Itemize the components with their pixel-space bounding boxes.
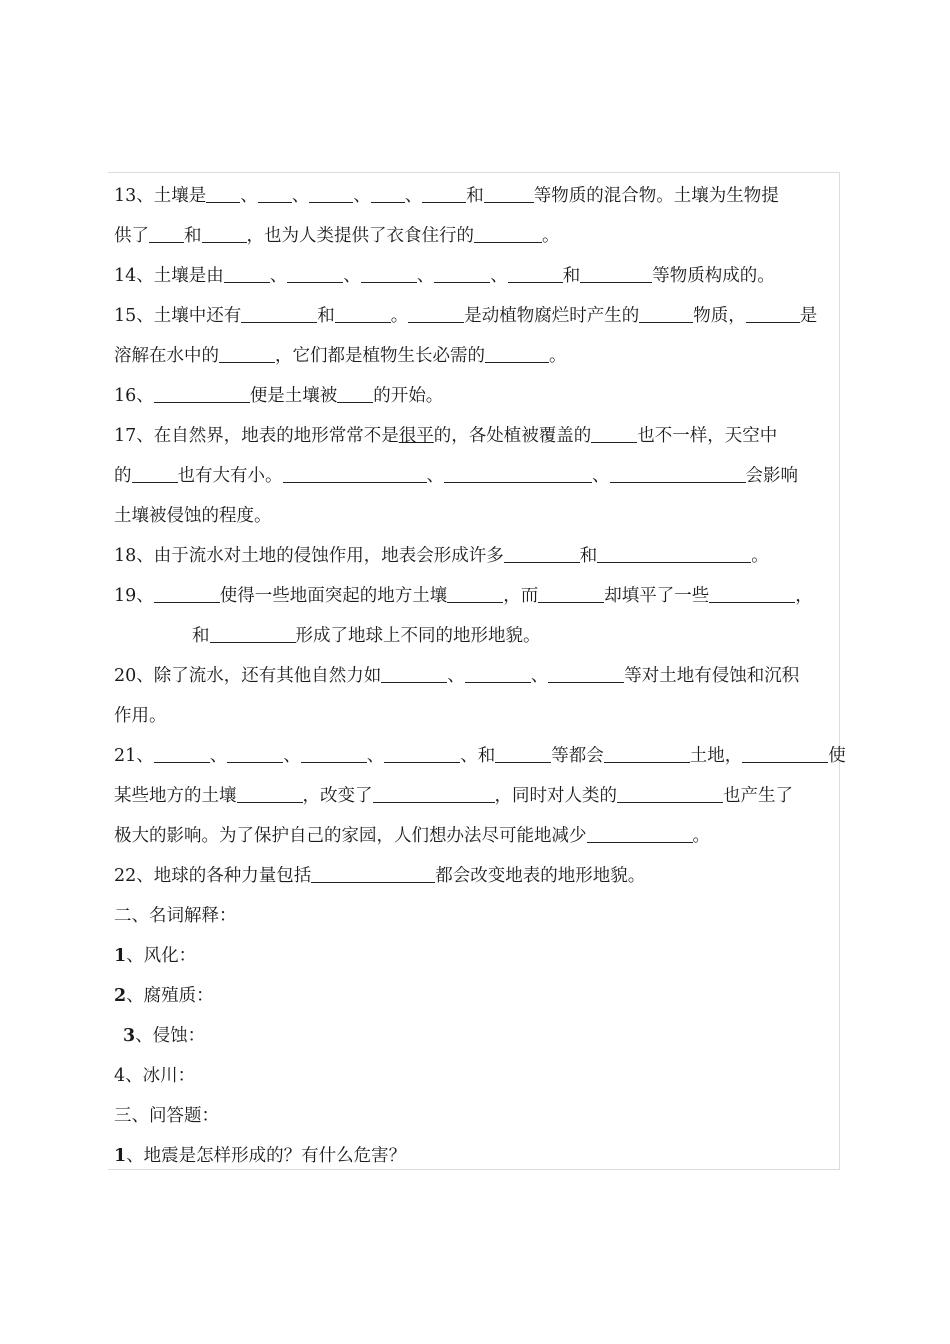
question-text: 物质，: [693, 306, 746, 326]
answer-blank[interactable]: [548, 664, 624, 683]
question-text: ，而: [503, 586, 539, 606]
answer-blank[interactable]: [224, 264, 270, 283]
question-13-line-1: [114, 181, 779, 211]
conjunction: 和: [579, 546, 598, 566]
answer-blank[interactable]: [580, 264, 652, 283]
question-text: 极大的影响。为了保护自己的家园，人们想办法尽可能地减少: [114, 826, 587, 846]
answer-blank[interactable]: [219, 344, 275, 363]
term-item: [114, 981, 214, 1011]
answer-blank[interactable]: [371, 184, 405, 203]
answer-blank[interactable]: [311, 864, 435, 883]
question-19-line-1: [114, 581, 813, 611]
underlined-text: 很平: [398, 426, 434, 446]
question-number: 22、: [114, 866, 154, 886]
question-number: 19、: [114, 586, 154, 606]
answer-blank[interactable]: [132, 464, 178, 483]
answer-blank[interactable]: [287, 264, 343, 283]
answer-blank[interactable]: [237, 784, 303, 803]
question-20-line-2: [114, 701, 167, 731]
question-text: 由于流水对土地的侵蚀作用，地表会形成许多: [153, 546, 504, 566]
answer-blank[interactable]: [746, 304, 800, 323]
separator: 、: [530, 666, 549, 686]
question-16: [114, 381, 443, 411]
answer-blank[interactable]: [154, 744, 210, 763]
question-number: 14、: [114, 266, 154, 286]
question-text: 的开始。: [373, 386, 444, 406]
question-text: 也有大有小。: [177, 466, 283, 486]
conjunction: 和: [192, 626, 210, 646]
essay-question: [114, 1141, 406, 1171]
question-17-line-1: [114, 421, 777, 451]
question-text: 等对土地有侵蚀和沉积: [624, 666, 800, 686]
answer-blank[interactable]: [447, 584, 503, 603]
question-number: 13、: [114, 186, 154, 206]
question-text: 是: [799, 306, 818, 326]
answer-blank[interactable]: [241, 304, 317, 323]
answer-blank[interactable]: [538, 584, 604, 603]
question-text: 作用。: [114, 706, 167, 726]
answer-blank[interactable]: [206, 184, 240, 203]
separator: 、: [283, 746, 301, 766]
answer-blank[interactable]: [485, 344, 549, 363]
question-text: 的: [114, 466, 132, 486]
term-item: [123, 1021, 205, 1051]
answer-blank[interactable]: [484, 184, 534, 203]
answer-blank[interactable]: [495, 744, 551, 763]
separator: 、: [404, 186, 423, 206]
question-13-line-2: [114, 221, 560, 251]
separator: 、: [366, 746, 385, 766]
term-text: 、侵蚀：: [135, 1026, 206, 1046]
separator: 、: [240, 186, 258, 206]
question-text: 土壤是: [153, 186, 207, 206]
question-text: 供了: [114, 226, 149, 246]
punctuation: 。: [390, 306, 409, 326]
answer-blank[interactable]: [210, 624, 296, 643]
question-text: ，也为人类提供了衣食住行的: [246, 226, 474, 246]
answer-blank[interactable]: [408, 304, 464, 323]
conjunction: 和: [317, 306, 335, 326]
term-item: [114, 941, 196, 971]
question-text: 土壤被侵蚀的程度。: [114, 506, 272, 526]
question-22: [114, 861, 645, 891]
question-number: 15、: [114, 306, 154, 326]
term-number: 3: [123, 1026, 136, 1046]
section-2-title: [114, 901, 237, 931]
question-text: 、地震是怎样形成的？有什么危害？: [126, 1146, 407, 1166]
question-text: 也产生了: [723, 786, 793, 806]
question-text: 等都会: [551, 746, 604, 766]
separator: 、: [343, 266, 361, 286]
answer-blank[interactable]: [309, 184, 353, 203]
question-21-line-3: [114, 821, 710, 851]
answer-blank[interactable]: [617, 784, 723, 803]
separator: 、: [592, 466, 610, 486]
answer-blank[interactable]: [474, 224, 542, 243]
question-text: 却填平了一些: [604, 586, 710, 606]
question-text: 便是土壤被: [249, 386, 338, 406]
punctuation: 。: [751, 546, 769, 566]
term-item: [114, 1061, 195, 1091]
question-21-line-1: [114, 741, 846, 771]
answer-blank[interactable]: [154, 384, 250, 403]
question-text: 形成了地球上不同的地形地貌。: [295, 626, 541, 646]
answer-blank[interactable]: [709, 584, 795, 603]
question-19-line-2: [192, 621, 541, 651]
question-text: 等物质构成的。: [652, 266, 775, 286]
question-text: 使: [828, 746, 846, 766]
section-3-title: [114, 1101, 219, 1131]
term-number: 2: [114, 986, 127, 1006]
question-14: [114, 261, 775, 291]
question-number: 1: [114, 1146, 127, 1166]
question-number: 20、: [114, 666, 154, 686]
answer-blank[interactable]: [422, 184, 466, 203]
answer-blank[interactable]: [335, 304, 391, 323]
question-number: 21、: [114, 746, 154, 766]
answer-blank[interactable]: [591, 424, 637, 443]
answer-blank[interactable]: [258, 184, 292, 203]
answer-blank[interactable]: [381, 664, 447, 683]
answer-blank[interactable]: [384, 744, 460, 763]
answer-blank[interactable]: [149, 224, 184, 243]
answer-blank[interactable]: [444, 464, 592, 483]
question-17-line-3: [114, 501, 272, 531]
question-text: 会影响: [745, 466, 798, 486]
question-text: 地球的各种力量包括: [153, 866, 312, 886]
section-heading: 三、问答题：: [114, 1106, 219, 1126]
answer-blank[interactable]: [508, 264, 563, 283]
answer-blank[interactable]: [465, 664, 531, 683]
question-15-line-1: [114, 301, 817, 331]
answer-blank[interactable]: [283, 464, 427, 483]
question-text: ，它们都是植物生长必需的: [275, 346, 485, 366]
question-text: 除了流水，还有其他自然力如: [153, 666, 382, 686]
question-text: 也不一样，天空中: [637, 426, 778, 446]
question-text: 是动植物腐烂时产生的: [464, 306, 640, 326]
term-text: 、风化：: [126, 946, 197, 966]
answer-blank[interactable]: [434, 264, 490, 283]
answer-blank[interactable]: [301, 744, 367, 763]
conjunction: 和: [466, 186, 484, 206]
answer-blank[interactable]: [587, 824, 693, 843]
punctuation: 。: [549, 346, 567, 366]
question-text: 某些地方的土壤: [114, 786, 237, 806]
question-text: 在自然界，地表的地形常常不是: [153, 426, 399, 446]
answer-blank[interactable]: [742, 744, 828, 763]
question-text: 土地，: [689, 746, 743, 766]
question-18: [114, 541, 769, 571]
punctuation: ，: [795, 586, 813, 606]
question-number: 16、: [114, 386, 154, 406]
separator: 、: [353, 186, 371, 206]
term-number: 1: [114, 946, 127, 966]
answer-blank[interactable]: [639, 304, 693, 323]
conjunction: 和: [562, 266, 581, 286]
answer-blank[interactable]: [597, 544, 751, 563]
separator: 、: [490, 266, 508, 286]
question-15-line-2: [114, 341, 567, 371]
question-text: 的，各处植被覆盖的: [433, 426, 592, 446]
punctuation: 。: [692, 826, 710, 846]
question-text: 等物质的混合物。土壤为生物提: [533, 186, 779, 206]
question-21-line-2: [114, 781, 793, 811]
separator: 、: [209, 746, 228, 766]
question-text: ，改变了: [302, 786, 373, 806]
section-heading: 二、名词解释：: [114, 906, 237, 926]
answer-blank[interactable]: [504, 544, 580, 563]
answer-blank[interactable]: [373, 784, 495, 803]
question-number: 18、: [114, 546, 154, 566]
answer-blank[interactable]: [227, 744, 283, 763]
conjunction: 和: [184, 226, 202, 246]
separator: 、: [291, 186, 310, 206]
answer-blank[interactable]: [154, 584, 220, 603]
separator: 、: [416, 266, 435, 286]
separator: 、: [426, 466, 444, 486]
term-text: 、冰川：: [125, 1066, 196, 1086]
term-text: 、腐殖质：: [126, 986, 214, 1006]
separator: 、: [447, 666, 465, 686]
answer-blank[interactable]: [610, 464, 746, 483]
question-text: ，同时对人类的: [494, 786, 617, 806]
answer-blank[interactable]: [361, 264, 417, 283]
punctuation: 。: [542, 226, 560, 246]
question-number: 17、: [114, 426, 154, 446]
question-20-line-1: [114, 661, 799, 691]
separator: 、: [269, 266, 288, 286]
question-text: 土壤是由: [153, 266, 224, 286]
question-text: 使得一些地面突起的地方土壤: [219, 586, 448, 606]
question-text: 都会改变地表的地形地貌。: [435, 866, 646, 886]
question-text: 溶解在水中的: [114, 346, 219, 366]
answer-blank[interactable]: [202, 224, 247, 243]
conjunction: 、和: [460, 746, 496, 766]
answer-blank[interactable]: [604, 744, 690, 763]
question-17-line-2: [114, 461, 798, 491]
answer-blank[interactable]: [337, 384, 373, 403]
question-text: 土壤中还有: [153, 306, 242, 326]
term-number: 4: [114, 1066, 126, 1086]
